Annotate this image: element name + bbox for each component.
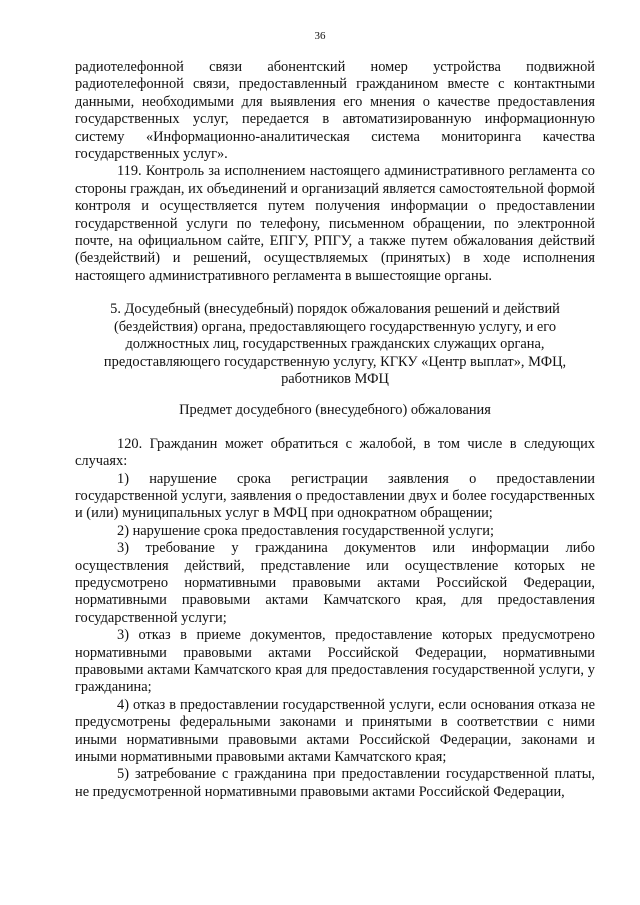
list-item-2: 2) нарушение срока предоставления государственной услуги; [117,522,494,539]
paragraph-120: 120. Гражданин может обратиться с жалобой, в том числе в следующих случаях: [75,435,595,470]
list-item-1: 1) нарушение срока регистрации заявления о предоставлении государственной услуги, заявления о предоставлении двух и более государственных и (или) муниципальных услуг в МФЦ при однократном обращении; [75,470,595,522]
list-item-3a: 3) требование у гражданина документов или информации либо осуществления действий, представление или осуществление которых не предусмотрено нормативными правовыми актами Российской Федерации, нормативными правовыми актами Камчатского края, для предоставления государственной услуги; [75,540,595,626]
subsection-heading: Предмет досудебного (внесудебного) обжалования [179,402,491,419]
list-item-4: 4) отказ в предоставлении государственной услуги, если основания отказа не предусмотрены федеральными законами и принятыми в соответствии с ними иными нормативными правовыми актами Российской Федерации, законами и иными нормативными правовыми актами Камчатского края; [75,696,595,766]
paragraph-continuation: радиотелефонной связи абонентский номер устройства подвижной радиотелефонной связи, предоставленный гражданином вместе с контактными данными, необходимыми для выявления его мнения о качестве предоставления государственных услуг, передается в автоматизированную информационную систему «Информационно-аналитическая система мониторинга качества государственных услуг». [75,59,595,163]
spacer [75,285,595,301]
spacer [75,388,595,402]
document-body [75,59,595,801]
list-item-5: 5) затребование с гражданина при предоставлении государственной платы, не предусмотренной нормативными правовыми актами Российской Федерации, [75,766,595,800]
section-heading: 5. Досудебный (внесудебный) порядок обжалования решений и действий (бездействия) органа, предоставляющего государственную услугу, и его должностных лиц, государственных гражданских служащих органа, предоставляющего государственную услугу, КГКУ «Центр выплат», МФЦ, работников МФЦ [103,301,567,387]
spacer [75,420,595,436]
list-item-3b: 3) отказ в приеме документов, предоставление которых предусмотрено нормативными правовыми актами Российской Федерации, нормативными правовыми актами Камчатского края для предоставления государственной услуги, у гражданина; [75,627,595,696]
paragraph-119: 119. Контроль за исполнением настоящего административного регламента со стороны граждан, их объединений и организаций является самостоятельной формой контроля и осуществляется путем получения информации о предоставлении государственной услуги по телефону, письменном обращении, по электронной почте, на официальном сайте, ЕПГУ, РПГУ, а также путем обжалования действий (бездействий) и решений, осуществляемых (принятых) в ходе исполнения настоящего административного регламента в вышестоящие органы. [75,163,595,284]
page-number: 36 [314,30,326,42]
